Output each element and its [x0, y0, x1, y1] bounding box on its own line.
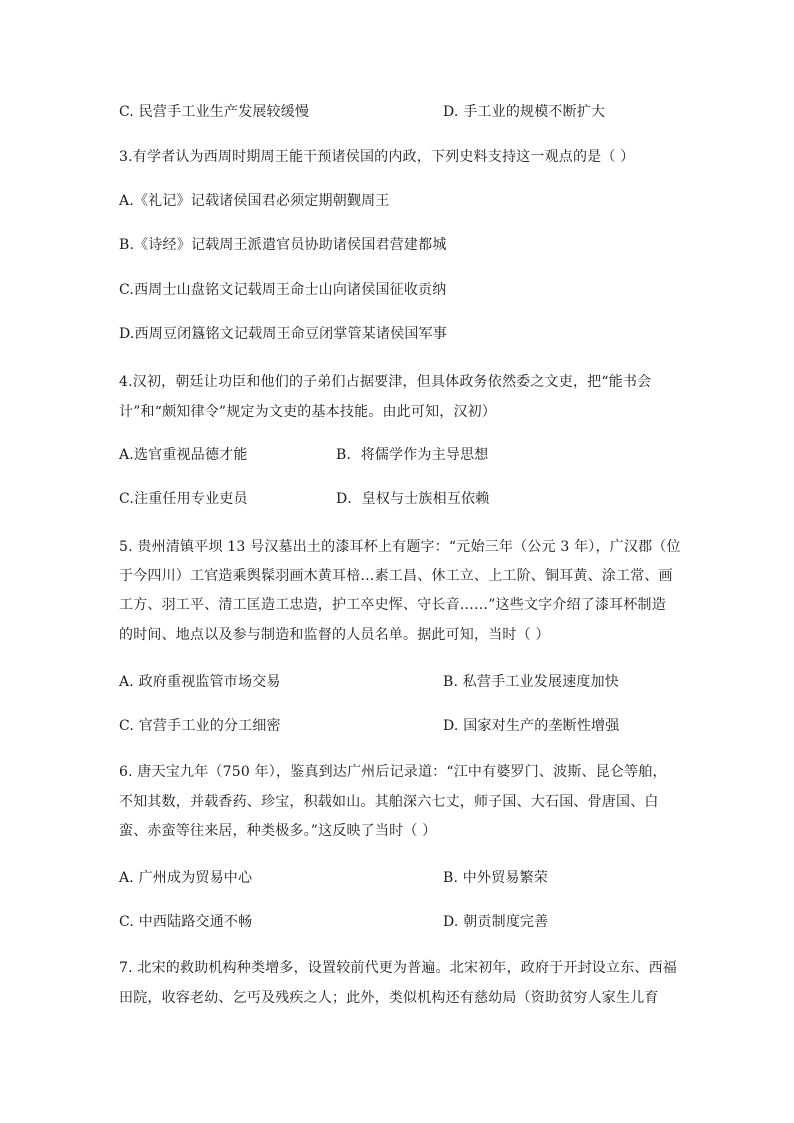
q5-stem-line-2: 于今四川）工官造乘舆髹羽画木黄耳棓…素工昌、休工立、上工阶、铜耳黄、涂工常、画: [119, 568, 673, 584]
q7-stem-line-1: 7. 北宋的救助机构种类增多，设置较前代更为普遍。北宋初年，政府于开封设立东、西福: [119, 960, 678, 976]
q6-stem-line-3: 蛮、赤蛮等往来居，种类极多。”这反映了当时（ ）: [119, 823, 437, 839]
q5-stem-line-1: 5. 贵州清镇平坝 13 号汉墓出土的漆耳杯上有题字：“元始三年（公元 3 年），广汉郡（位: [119, 539, 681, 555]
q5-option-a: A. 政府重视监管市场交易: [119, 674, 281, 690]
q5-option-d: D. 国家对生产的垄断性增强: [443, 718, 620, 734]
q4-stem-line-2: 计”和“颇知律令”规定为文吏的基本技能。由此可知，汉初）: [119, 404, 497, 420]
q4-stem-line-1: 4.汉初，朝廷让功臣和他们的子弟们占据要津，但具体政务依然委之文吏，把“能书会: [119, 374, 652, 390]
q3-option-b: B.《诗经》记载周王派遣官员协助诸侯国君营建都城: [119, 237, 447, 253]
q5-option-b: B. 私营手工业发展速度加快: [443, 674, 619, 690]
q5-stem-line-3: 工方、羽工平、清工匡造工忠造，护工卒史恽、守长音……”这些文字介绍了漆耳杯制造: [119, 597, 666, 613]
q6-stem-line-2: 不知其数，并载香药、珍宝，积载如山。其舶深六七丈，师子国、大石国、骨唐国、白: [119, 794, 659, 810]
q6-option-d: D. 朝贡制度完善: [443, 914, 549, 930]
q3-option-a: A.《礼记》记载诸侯国君必须定期朝觐周王: [119, 193, 390, 209]
q4-option-c: C.注重任用专业吏员: [119, 491, 248, 507]
q7-stem-line-2: 田院，收容老幼、乞丐及残疾之人；此外，类似机构还有慈幼局（资助贫穷人家生儿育: [119, 990, 659, 1006]
q6-option-b: B. 中外贸易繁荣: [443, 870, 548, 886]
q6-stem-line-1: 6. 唐天宝九年（750 年），鉴真到达广州后记录道：“江中有婆罗门、波斯、昆仑等舶，: [119, 764, 667, 780]
q2-option-d: D. 手工业的规模不断扩大: [443, 104, 606, 120]
q3-stem: 3.有学者认为西周时期周王能干预诸侯国的内政，下列史料支持这一观点的是（ ）: [119, 149, 635, 165]
q4-option-b: B．将儒学作为主导思想: [336, 447, 489, 463]
q2-option-c: C. 民营手工业生产发展较缓慢: [119, 104, 310, 120]
q5-stem-line-4: 的时间、地点以及参与制造和监督的人员名单。据此可知，当时（ ）: [119, 627, 550, 643]
q3-option-c: C.西周士山盘铭文记载周王命士山向诸侯国征收贡纳: [119, 282, 447, 298]
q6-option-a: A. 广州成为贸易中心: [119, 870, 253, 886]
q3-option-d: D.西周豆闭簋铭文记载周王命豆闭掌管某诸侯国军事: [119, 326, 447, 342]
q4-option-a: A.选官重视品德才能: [119, 447, 248, 463]
q5-option-c: C. 官营手工业的分工细密: [119, 718, 281, 734]
q6-option-c: C. 中西陆路交通不畅: [119, 914, 253, 930]
q4-option-d: D．皇权与士族相互依赖: [336, 491, 490, 507]
